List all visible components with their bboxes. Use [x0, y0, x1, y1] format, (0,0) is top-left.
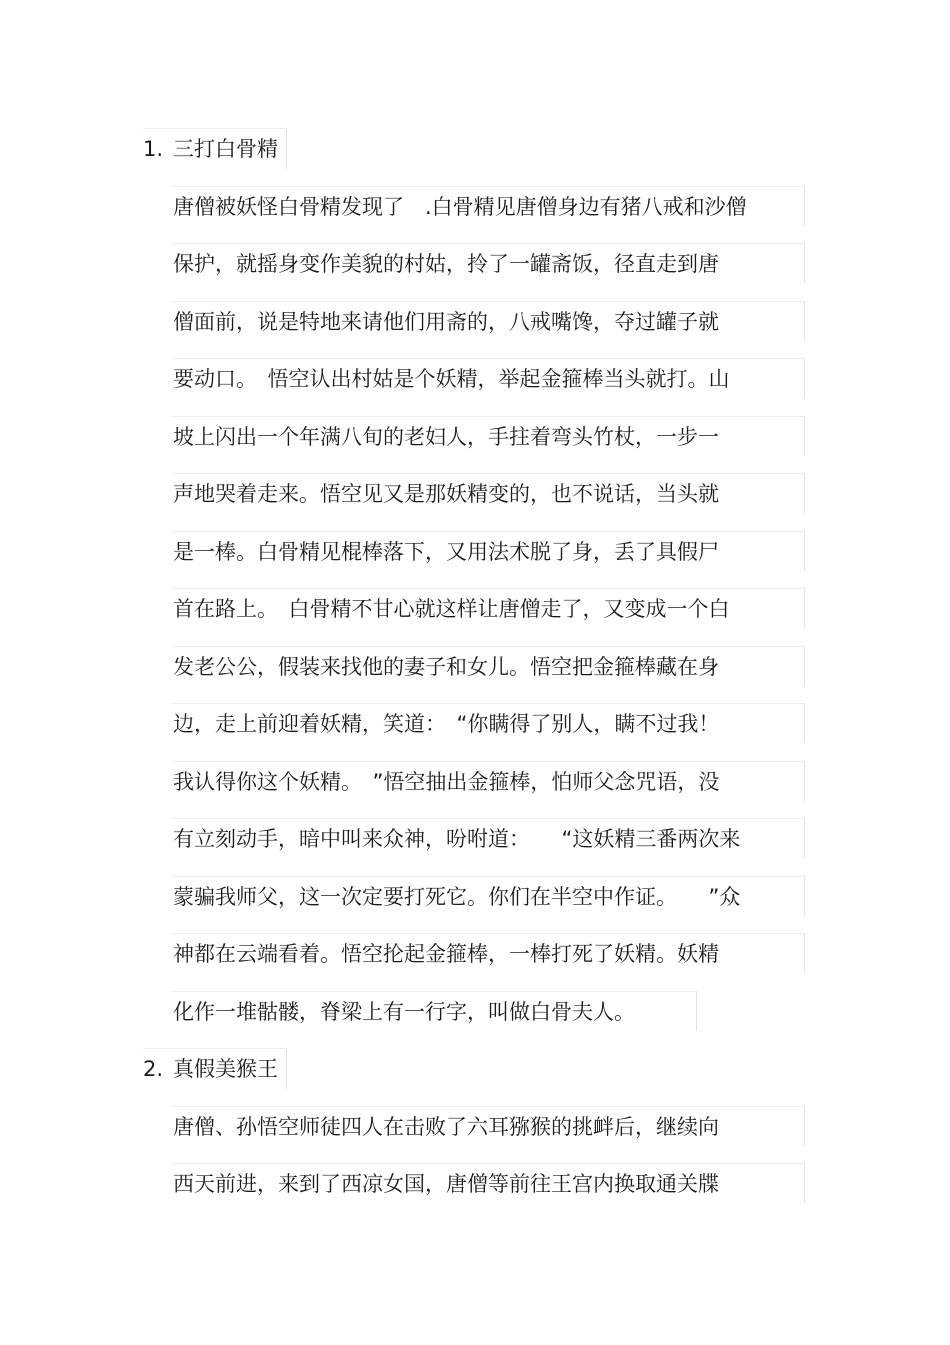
section-1-line-15: 化作一堆骷髅，脊梁上有一行字，叫做白骨夫人。 [173, 991, 697, 1031]
section-2-title: 真假美猴王 [173, 1057, 278, 1081]
section-1-line-3: 僧面前，说是特地来请他们用斋的，八戒嘴馋，夺过罐子就 [173, 301, 805, 341]
section-2-number: 2. [143, 1057, 164, 1081]
section-1-line-7: 是一棒。白骨精见棍棒落下，又用法术脱了身，丢了具假尸 [173, 531, 805, 571]
section-1-line-9: 发老公公，假装来找他的妻子和女儿。悟空把金箍棒藏在身 [173, 646, 805, 686]
section-1-line-12: 有立刻动手，暗中叫来众神，吩咐道： “这妖精三番两次来 [173, 818, 805, 858]
section-1-line-6: 声地哭着走来。悟空见又是那妖精变的，也不说话，当头就 [173, 473, 805, 513]
section-1-title: 三打白骨精 [173, 137, 278, 161]
section-1-line-10: 边，走上前迎着妖精，笑道： “你瞒得了别人，瞒不过我！ [173, 703, 805, 743]
section-1-line-1: 唐僧被妖怪白骨精发现了 .白骨精见唐僧身边有猪八戒和沙僧 [173, 186, 805, 226]
section-1-line-13: 蒙骗我师父，这一次定要打死它。你们在半空中作证。 ”众 [173, 876, 805, 916]
section-2-line-1: 唐僧、孙悟空师徒四人在击败了六耳猕猴的挑衅后，继续向 [173, 1106, 805, 1146]
section-1-line-14: 神都在云端看着。悟空抡起金箍棒，一棒打死了妖精。妖精 [173, 933, 805, 973]
section-1-number: 1. [143, 137, 164, 161]
section-1-line-11: 我认得你这个妖精。 ”悟空抽出金箍棒，怕师父念咒语，没 [173, 761, 805, 801]
section-1-line-2: 保护，就摇身变作美貌的村姑，拎了一罐斋饭，径直走到唐 [173, 243, 805, 283]
section-2-heading [143, 1048, 287, 1089]
section-1-line-8: 首在路上。 白骨精不甘心就这样让唐僧走了，又变成一个白 [173, 588, 805, 628]
section-1-line-4: 要动口。 悟空认出村姑是个妖精，举起金箍棒当头就打。山 [173, 358, 805, 398]
section-1-line-5: 坡上闪出一个年满八旬的老妇人，手拄着弯头竹杖，一步一 [173, 416, 805, 456]
section-1-heading [143, 128, 287, 169]
section-2-line-2: 西天前进，来到了西凉女国，唐僧等前往王宫内换取通关牒 [173, 1163, 805, 1203]
